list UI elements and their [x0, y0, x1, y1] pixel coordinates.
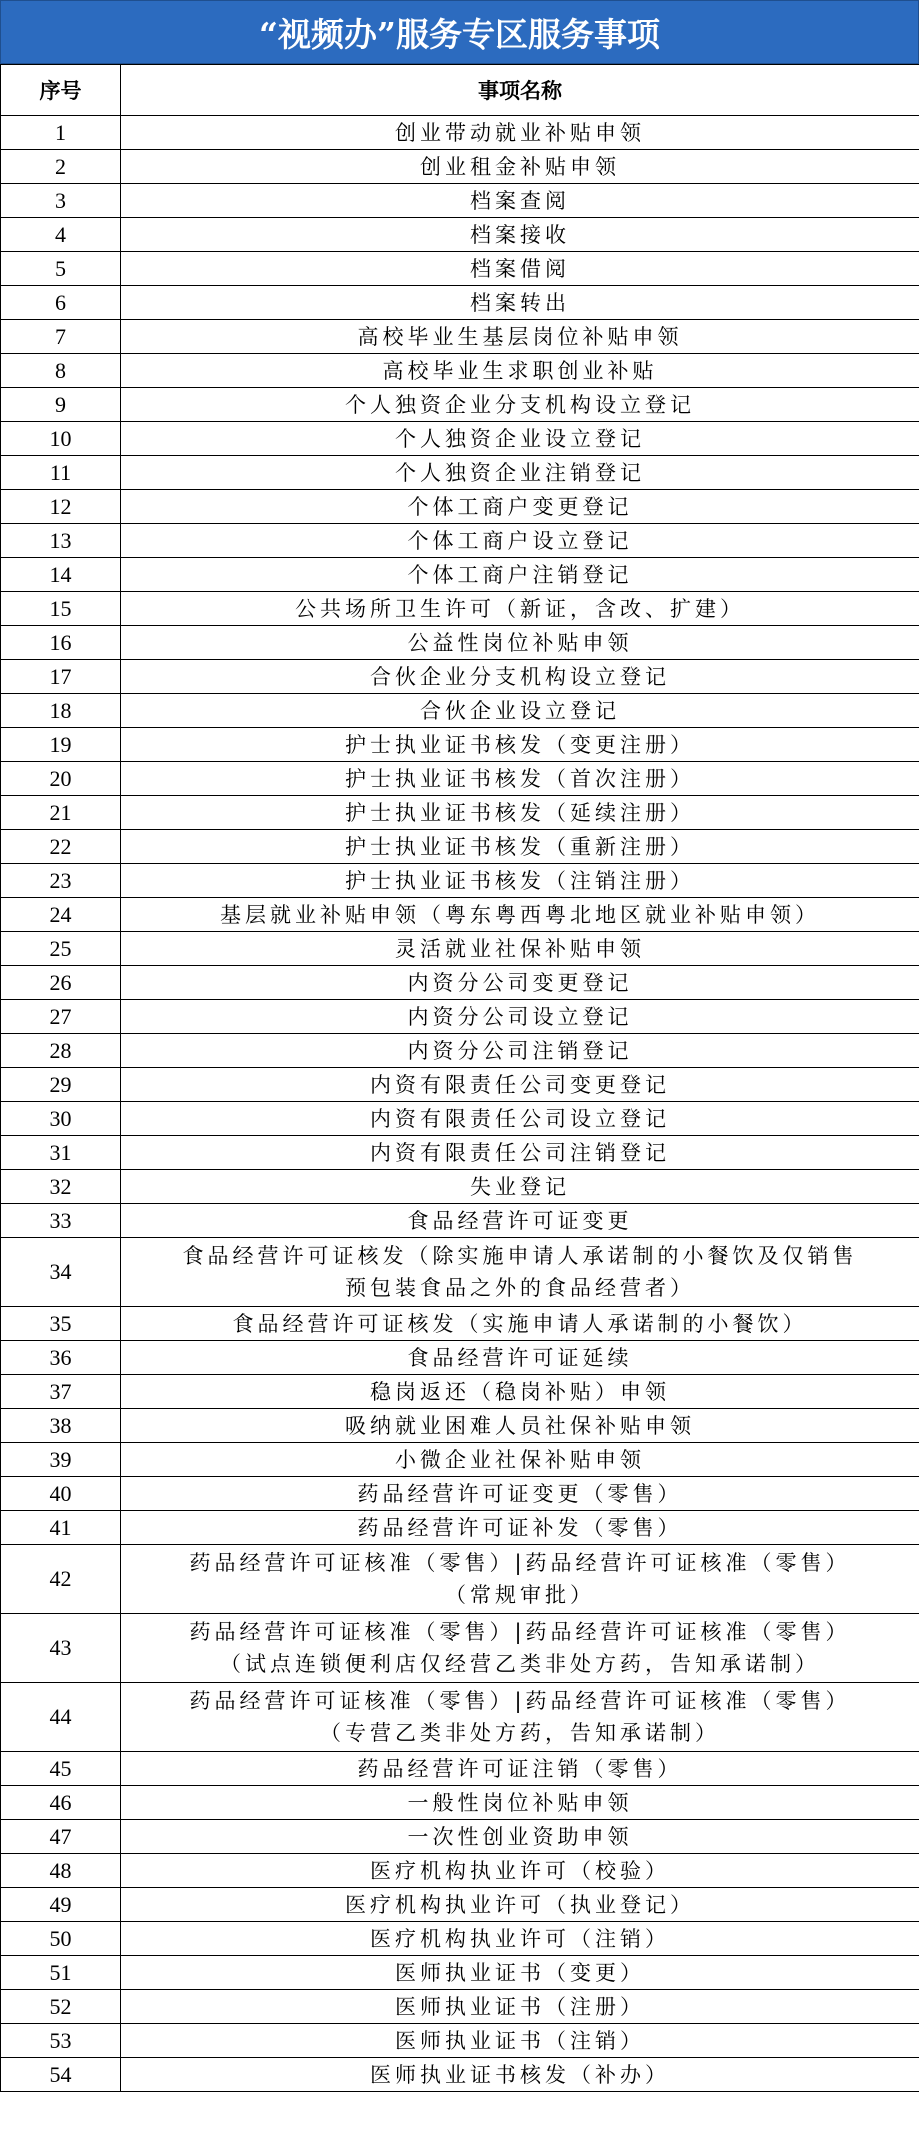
- item-name: [121, 2024, 919, 2058]
- table-row: [1, 864, 919, 898]
- table-row: [1, 1786, 919, 1820]
- row-number: 5: [1, 252, 121, 286]
- table-row: [1, 1238, 919, 1307]
- item-name: [121, 456, 919, 490]
- item-name: [121, 694, 919, 728]
- row-number: 47: [1, 1820, 121, 1854]
- item-name-line: 创业带动就业补贴申领: [395, 120, 645, 145]
- item-name: [121, 252, 919, 286]
- table-row: [1, 1752, 919, 1786]
- row-number: 39: [1, 1443, 121, 1477]
- item-name-line: 个体工商户变更登记: [407, 494, 633, 519]
- row-number: 4: [1, 218, 121, 252]
- row-number: 49: [1, 1888, 121, 1922]
- row-number: 51: [1, 1956, 121, 1990]
- item-name: [121, 2058, 919, 2092]
- row-number: 11: [1, 456, 121, 490]
- item-name: [121, 728, 919, 762]
- item-name-line: 医疗机构执业许可（校验）: [370, 1858, 670, 1883]
- row-number: 22: [1, 830, 121, 864]
- table-row: [1, 1068, 919, 1102]
- table-row: [1, 660, 919, 694]
- item-name-line: 个人独资企业分支机构设立登记: [345, 392, 695, 417]
- item-name: [121, 558, 919, 592]
- row-number: 8: [1, 354, 121, 388]
- item-name: [121, 1820, 919, 1854]
- item-name-line: 药品经营许可证变更（零售）: [357, 1481, 683, 1506]
- item-name-line: 医师执业证书（变更）: [395, 1960, 645, 1985]
- item-name-line: （专营乙类非处方药，告知承诺制）: [320, 1721, 720, 1745]
- item-name: [121, 1477, 919, 1511]
- item-name: [121, 1683, 919, 1752]
- table-row: [1, 1409, 919, 1443]
- row-number: 37: [1, 1375, 121, 1409]
- item-name-line: 护士执业证书核发（延续注册）: [345, 800, 695, 825]
- table-row: [1, 1443, 919, 1477]
- item-name-line: 食品经营许可证延续: [407, 1345, 633, 1370]
- item-name-line: 基层就业补贴申领（粤东粤西粤北地区就业补贴申领）: [220, 902, 820, 927]
- item-name-line: 合伙企业设立登记: [420, 698, 620, 723]
- row-number: 43: [1, 1614, 121, 1683]
- table-row: [1, 1102, 919, 1136]
- table-row: [1, 1545, 919, 1614]
- item-name-line: 医师执业证书（注销）: [395, 2028, 645, 2053]
- item-name-line: 药品经营许可证核准（零售）|药品经营许可证核准（零售）: [189, 1620, 851, 1644]
- row-number: 29: [1, 1068, 121, 1102]
- row-number: 23: [1, 864, 121, 898]
- item-name-line: 内资分公司变更登记: [407, 970, 633, 995]
- item-name: [121, 932, 919, 966]
- item-name-line: 档案查阅: [470, 188, 570, 213]
- table-row: [1, 218, 919, 252]
- row-number: 31: [1, 1136, 121, 1170]
- item-name: [121, 218, 919, 252]
- item-name-line: 护士执业证书核发（注销注册）: [345, 868, 695, 893]
- table-row: [1, 150, 919, 184]
- item-name: [121, 184, 919, 218]
- item-name-line: 医疗机构执业许可（注销）: [370, 1926, 670, 1951]
- page-title: “视频办”服务专区服务事项: [0, 0, 919, 64]
- table-row: [1, 456, 919, 490]
- item-name: [121, 1888, 919, 1922]
- row-number: 42: [1, 1545, 121, 1614]
- item-name: [121, 1409, 919, 1443]
- item-name: [121, 1341, 919, 1375]
- item-name-line: 内资分公司设立登记: [407, 1004, 633, 1029]
- table-row: [1, 184, 919, 218]
- row-number: 53: [1, 2024, 121, 2058]
- row-number: 52: [1, 1990, 121, 2024]
- table-row: [1, 592, 919, 626]
- item-name: [121, 660, 919, 694]
- item-name-line: 内资有限责任公司设立登记: [370, 1106, 670, 1131]
- item-name: [121, 524, 919, 558]
- table-row: [1, 966, 919, 1000]
- table-row: [1, 320, 919, 354]
- table-row: [1, 1341, 919, 1375]
- table-row: [1, 1136, 919, 1170]
- item-name-line: 一般性岗位补贴申领: [407, 1790, 633, 1815]
- item-name: [121, 1956, 919, 1990]
- table-row: [1, 626, 919, 660]
- table-row: [1, 286, 919, 320]
- row-number: 54: [1, 2058, 121, 2092]
- table-row: [1, 1922, 919, 1956]
- row-number: 36: [1, 1341, 121, 1375]
- row-number: 44: [1, 1683, 121, 1752]
- table-row: [1, 1990, 919, 2024]
- item-name: [121, 1307, 919, 1341]
- table-row: [1, 1956, 919, 1990]
- table-row: [1, 524, 919, 558]
- item-name-line: 预包装食品之外的食品经营者）: [345, 1276, 695, 1300]
- item-name-line: 个体工商户注销登记: [407, 562, 633, 587]
- item-name: [121, 966, 919, 1000]
- table-row: [1, 1477, 919, 1511]
- item-name-line: 稳岗返还（稳岗补贴）申领: [370, 1379, 670, 1404]
- item-name-line: 药品经营许可证核准（零售）|药品经营许可证核准（零售）: [189, 1689, 851, 1713]
- row-number: 24: [1, 898, 121, 932]
- row-number: 50: [1, 1922, 121, 1956]
- table-row: [1, 898, 919, 932]
- item-name-line: 个体工商户设立登记: [407, 528, 633, 553]
- item-name-line: 档案借阅: [470, 256, 570, 281]
- row-number: 34: [1, 1238, 121, 1307]
- table-row: [1, 1375, 919, 1409]
- table-row: [1, 558, 919, 592]
- table-row: [1, 2024, 919, 2058]
- table-row: [1, 1888, 919, 1922]
- item-name: [121, 422, 919, 456]
- item-name-line: 护士执业证书核发（首次注册）: [345, 766, 695, 791]
- item-name: [121, 1854, 919, 1888]
- row-number: 28: [1, 1034, 121, 1068]
- item-name: [121, 1614, 919, 1683]
- item-name-line: 医师执业证书（注册）: [395, 1994, 645, 2019]
- row-number: 13: [1, 524, 121, 558]
- row-number: 25: [1, 932, 121, 966]
- table-row: [1, 932, 919, 966]
- table-row: [1, 252, 919, 286]
- item-name-line: 失业登记: [470, 1174, 570, 1199]
- item-name-line: 个人独资企业设立登记: [395, 426, 645, 451]
- item-name: [121, 1204, 919, 1238]
- item-name-line: （常规审批）: [445, 1583, 595, 1607]
- table-row: [1, 116, 919, 150]
- item-name-line: 一次性创业资助申领: [407, 1824, 633, 1849]
- row-number: 33: [1, 1204, 121, 1238]
- item-name: [121, 1170, 919, 1204]
- item-name: [121, 1375, 919, 1409]
- table-row: [1, 762, 919, 796]
- item-name: [121, 1136, 919, 1170]
- item-name-line: 内资分公司注销登记: [407, 1038, 633, 1063]
- table-row: [1, 422, 919, 456]
- item-name: [121, 796, 919, 830]
- item-name: [121, 1000, 919, 1034]
- item-name-line: 创业租金补贴申领: [420, 154, 620, 179]
- item-name-line: 小微企业社保补贴申领: [395, 1447, 645, 1472]
- item-name-line: 食品经营许可证变更: [407, 1208, 633, 1233]
- header-number: 序号: [1, 65, 121, 116]
- row-number: 7: [1, 320, 121, 354]
- row-number: 27: [1, 1000, 121, 1034]
- row-number: 2: [1, 150, 121, 184]
- table-row: [1, 1511, 919, 1545]
- table-row: [1, 1034, 919, 1068]
- table-row: [1, 1820, 919, 1854]
- item-name-line: 档案转出: [470, 290, 570, 315]
- item-name-line: 档案接收: [470, 222, 570, 247]
- item-name-line: 医师执业证书核发（补办）: [370, 2062, 670, 2087]
- row-number: 32: [1, 1170, 121, 1204]
- row-number: 26: [1, 966, 121, 1000]
- row-number: 40: [1, 1477, 121, 1511]
- item-name: [121, 1102, 919, 1136]
- row-number: 15: [1, 592, 121, 626]
- item-name: [121, 762, 919, 796]
- row-number: 10: [1, 422, 121, 456]
- item-name-line: 公共场所卫生许可（新证，含改、扩建）: [295, 596, 745, 621]
- row-number: 38: [1, 1409, 121, 1443]
- item-name-line: 吸纳就业困难人员社保补贴申领: [345, 1413, 695, 1438]
- item-name: [121, 626, 919, 660]
- table-row: [1, 1204, 919, 1238]
- item-name: [121, 490, 919, 524]
- row-number: 1: [1, 116, 121, 150]
- item-name-line: 药品经营许可证注销（零售）: [357, 1756, 683, 1781]
- item-name-line: 合伙企业分支机构设立登记: [370, 664, 670, 689]
- item-name: [121, 286, 919, 320]
- row-number: 48: [1, 1854, 121, 1888]
- table-row: [1, 1307, 919, 1341]
- item-name: [121, 1034, 919, 1068]
- row-number: 9: [1, 388, 121, 422]
- row-number: 14: [1, 558, 121, 592]
- table-row: [1, 1854, 919, 1888]
- table-row: [1, 796, 919, 830]
- item-name: [121, 1511, 919, 1545]
- item-name-line: 医疗机构执业许可（执业登记）: [345, 1892, 695, 1917]
- item-name-line: 个人独资企业注销登记: [395, 460, 645, 485]
- table-row: [1, 694, 919, 728]
- item-name: [121, 354, 919, 388]
- item-name-line: 高校毕业生求职创业补贴: [382, 358, 658, 383]
- item-name-line: （试点连锁便利店仅经营乙类非处方药，告知承诺制）: [220, 1652, 820, 1676]
- item-name-line: 食品经营许可证核发（实施申请人承诺制的小餐饮）: [232, 1311, 808, 1336]
- table-row: [1, 1614, 919, 1683]
- row-number: 18: [1, 694, 121, 728]
- row-number: 41: [1, 1511, 121, 1545]
- row-number: 20: [1, 762, 121, 796]
- item-name-line: 内资有限责任公司注销登记: [370, 1140, 670, 1165]
- item-name: [121, 116, 919, 150]
- table-row: [1, 1170, 919, 1204]
- table-row: [1, 490, 919, 524]
- item-name: [121, 150, 919, 184]
- row-number: 6: [1, 286, 121, 320]
- row-number: 12: [1, 490, 121, 524]
- row-number: 45: [1, 1752, 121, 1786]
- item-name: [121, 1922, 919, 1956]
- table-row: [1, 728, 919, 762]
- item-name: [121, 320, 919, 354]
- item-name: [121, 864, 919, 898]
- service-items-table: [0, 64, 919, 2092]
- table-row: [1, 1683, 919, 1752]
- row-number: 35: [1, 1307, 121, 1341]
- row-number: 21: [1, 796, 121, 830]
- table-row: [1, 388, 919, 422]
- row-number: 3: [1, 184, 121, 218]
- item-name: [121, 1068, 919, 1102]
- item-name-line: 护士执业证书核发（重新注册）: [345, 834, 695, 859]
- table-row: [1, 354, 919, 388]
- item-name-line: 内资有限责任公司变更登记: [370, 1072, 670, 1097]
- table-row: [1, 2058, 919, 2092]
- header-item-name: 事项名称: [121, 65, 919, 116]
- row-number: 16: [1, 626, 121, 660]
- item-name: [121, 830, 919, 864]
- item-name-line: 护士执业证书核发（变更注册）: [345, 732, 695, 757]
- item-name-line: 药品经营许可证核准（零售）|药品经营许可证核准（零售）: [189, 1551, 851, 1575]
- item-name: [121, 1545, 919, 1614]
- item-name-line: 高校毕业生基层岗位补贴申领: [357, 324, 683, 349]
- row-number: 17: [1, 660, 121, 694]
- row-number: 30: [1, 1102, 121, 1136]
- item-name: [121, 592, 919, 626]
- table-header-row: [1, 65, 919, 116]
- row-number: 19: [1, 728, 121, 762]
- item-name-line: 食品经营许可证核发（除实施申请人承诺制的小餐饮及仅销售: [182, 1244, 858, 1268]
- item-name: [121, 1238, 919, 1307]
- table-body: [1, 116, 919, 2092]
- item-name: [121, 1990, 919, 2024]
- item-name-line: 灵活就业社保补贴申领: [395, 936, 645, 961]
- row-number: 46: [1, 1786, 121, 1820]
- table-row: [1, 1000, 919, 1034]
- item-name-line: 公益性岗位补贴申领: [407, 630, 633, 655]
- item-name: [121, 898, 919, 932]
- item-name-line: 药品经营许可证补发（零售）: [357, 1515, 683, 1540]
- item-name: [121, 1443, 919, 1477]
- table-row: [1, 830, 919, 864]
- item-name: [121, 1786, 919, 1820]
- item-name: [121, 388, 919, 422]
- item-name: [121, 1752, 919, 1786]
